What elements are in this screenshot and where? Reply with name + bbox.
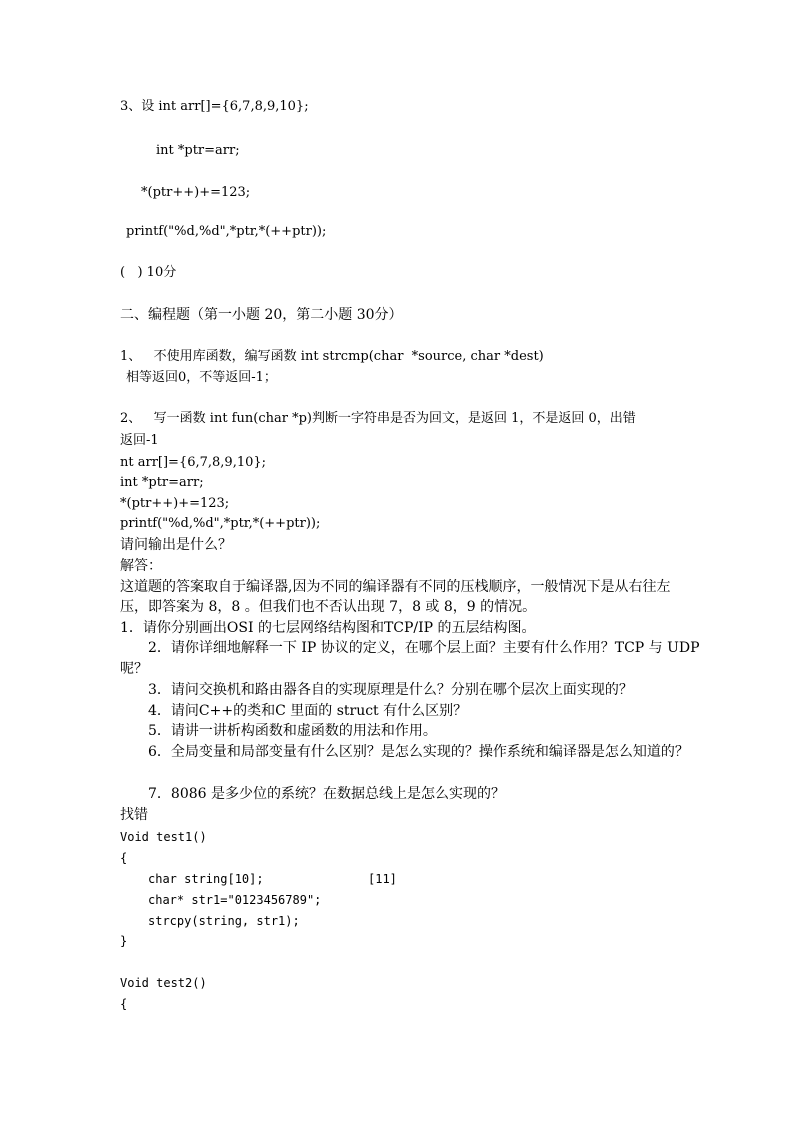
q3-line2: int *ptr=arr; <box>156 143 240 158</box>
p1-line2: 相等返回0，不等返回-1； <box>126 370 277 385</box>
findbug-title: 找错 <box>120 807 148 823</box>
test1-open-brace: { <box>120 851 128 865</box>
p2-line1: 2、 写一函数 int fun(char *p)判断一字符串是否为回文，是返回 1，不是返回 0，出错 <box>120 411 636 426</box>
snippet-line4: printf("%d,%d",*ptr,*(++ptr)); <box>120 516 321 531</box>
q3-score: ( ) 10分 <box>120 265 177 280</box>
test2-signature: Void test2() <box>120 976 207 990</box>
question-3: 3．请问交换机和路由器各自的实现原理是什么？分别在哪个层次上面实现的？ <box>148 682 633 698</box>
test1-line3: strcpy(string, str1); <box>148 914 300 928</box>
question-1: 1．请你分别画出OSI 的七层网络结构图和TCP/IP 的五层结构图。 <box>120 620 536 636</box>
answer-line1: 这道题的答案取自于编译器,因为不同的编译器有不同的压栈顺序，一般情况下是从右往左 <box>120 579 671 595</box>
test2-open-brace: { <box>120 997 128 1011</box>
question-5: 5．请讲一讲析构函数和虚函数的用法和作用。 <box>148 723 437 739</box>
answer-label: 解答： <box>120 558 162 574</box>
snippet-line2: int *ptr=arr; <box>120 475 204 490</box>
question-2a: 2．请你详细地解释一下 IP 协议的定义，在哪个层上面？主要有什么作用？TCP 与 UDP <box>148 640 700 656</box>
test1-line2: char* str1="0123456789"; <box>148 893 322 907</box>
test1-close-brace: } <box>120 934 128 948</box>
question-text: 请问输出是什么？ <box>120 537 232 553</box>
question-7: 7．8086 是多少位的系统？在数据总线上是怎么实现的？ <box>148 786 505 802</box>
question-4: 4．请问C++的类和C 里面的 struct 有什么区别？ <box>148 703 468 719</box>
snippet-line1: nt arr[]={6,7,8,9,10}; <box>120 455 267 470</box>
section2-heading: 二、编程题（第一小题 20，第二小题 30分） <box>120 307 403 323</box>
p1-line1: 1、 不使用库函数，编写函数 int strcmp(char *source, char *dest) <box>120 349 544 364</box>
q3-line3: *(ptr++)+=123; <box>141 185 251 200</box>
test1-signature: Void test1() <box>120 830 207 844</box>
test1-line1-note: [11] <box>368 872 397 886</box>
question-2b: 呢？ <box>120 661 148 677</box>
q3-line1: 3、设 int arr[]={6,7,8,9,10}; <box>120 99 309 114</box>
answer-line2: 压，即答案为 8，8 。但我们也不否认出现 7，8 或 8，9 的情况。 <box>120 599 537 615</box>
q3-line4: printf("%d,%d",*ptr,*(++ptr)); <box>126 224 327 239</box>
p2-line2: 返回-1 <box>120 433 159 448</box>
snippet-line3: *(ptr++)+=123; <box>120 496 230 511</box>
test1-line1: char string[10]; <box>148 872 264 886</box>
question-6: 6．全局变量和局部变量有什么区别？是怎么实现的？操作系统和编译器是怎么知道的？ <box>148 744 689 760</box>
